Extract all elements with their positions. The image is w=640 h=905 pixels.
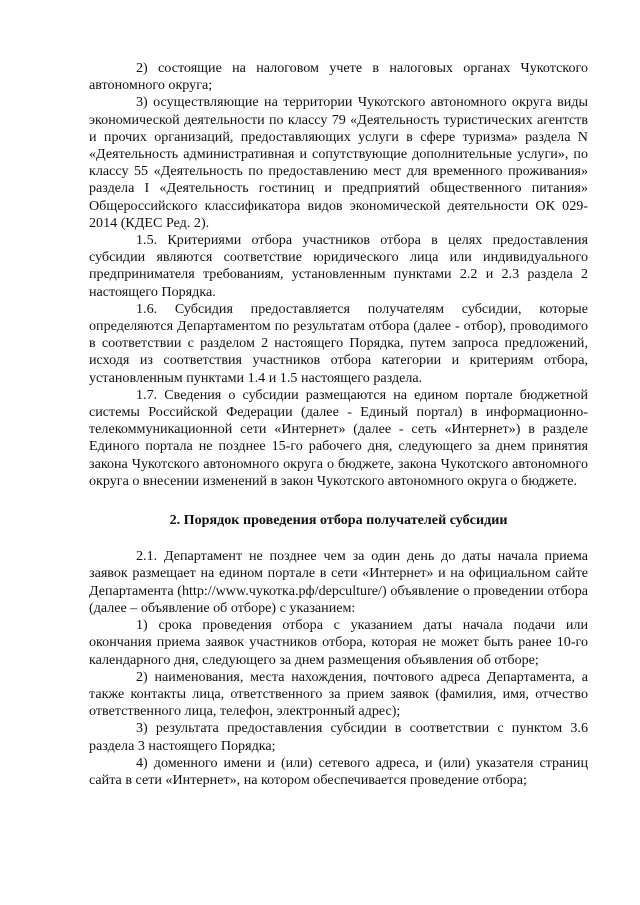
paragraph-item-2-department-contacts: 2) наименования, места нахождения, почтового адреса Департамента, а также контакты лица, ответственного за прием заявок (фамилия, имя, отчество ответственного лица, телефон, электронный адрес); <box>89 668 588 720</box>
paragraph-item-4-domain-name: 4) доменного имени и (или) сетевого адреса, и (или) указателя страниц сайта в сети «Интернет», на котором обеспечивается проведение отбора; <box>89 754 588 788</box>
paragraph-2-1-announcement: 2.1. Департамент не позднее чем за один день до даты начала приема заявок размещает на едином портале в сети «Интернет» и на официальном сайте Департамента (http://www.чукотка.рф/depculture/) объявление о проведении отбора (далее – объявление об отборе) с указанием: <box>89 548 588 616</box>
paragraph-item-2-tax-registration: 2) состоящие на налоговом учете в налоговых органах Чукотского автономного округа; <box>89 60 588 94</box>
paragraph-1-7-subsidy-info: 1.7. Сведения о субсидии размещаются на едином портале бюджетной системы Российской Федерации (далее - Единый портал) в информационно-телекоммуникационной сети «Интернет» (далее - сеть «Интернет») в разделе Единого портала не позднее 15-го рабочего дня, следующего за днем принятия закона Чукотского автономного округа о бюджете, закона Чукотского автономного округа о внесении изменений в закон Чукотского автономного округа о бюджете. <box>89 386 588 489</box>
paragraph-item-1-selection-period: 1) срока проведения отбора с указанием даты начала подачи или окончания приема заявок участников отбора, которая не может быть ранее 10-го календарного дня, следующего за днем размещения объявления об отборе; <box>89 617 588 668</box>
paragraph-item-3-subsidy-result: 3) результата предоставления субсидии в соответствии с пунктом 3.6 раздела 3 настоящего Порядка; <box>89 720 588 754</box>
section-heading: 2. Порядок проведения отбора получателей субсидии <box>169 512 508 529</box>
paragraph-1-5-selection-criteria: 1.5. Критериями отбора участников отбора в целях предоставления субсидии являются соответствие юридического лица или индивидуального предпринимателя требованиям, установленным пунктами 2.2 и 2.3 раздела 2 настоящего Порядка. <box>89 232 588 300</box>
paragraph-item-3-economic-activity: 3) осуществляющие на территории Чукотского автономного округа виды экономической деятельности по классу 79 «Деятельность туристических агентств и прочих организаций, предоставляющих услуги в сфере туризма» раздела N «Деятельность административная и сопутствующие дополнительные услуги», по классу 55 «Деятельность по предоставлению мест для временного проживания» раздела I «Деятельность гостиниц и предприятий общественного питания» Общероссийского классификатора видов экономической деятельности ОК 029-2014 (КДЕС Ред. 2). <box>89 94 588 231</box>
paragraph-1-6-subsidy-provision: 1.6. Субсидия предоставляется получателям субсидии, которые определяются Департаментом по результатам отбора (далее - отбор), проводимого в соответствии с разделом 2 настоящего Порядка, путем запроса предложений, исходя из соответствия участников отбора категории и критериям отбора, установленным пунктами 1.4 и 1.5 настоящего раздела. <box>89 300 588 386</box>
